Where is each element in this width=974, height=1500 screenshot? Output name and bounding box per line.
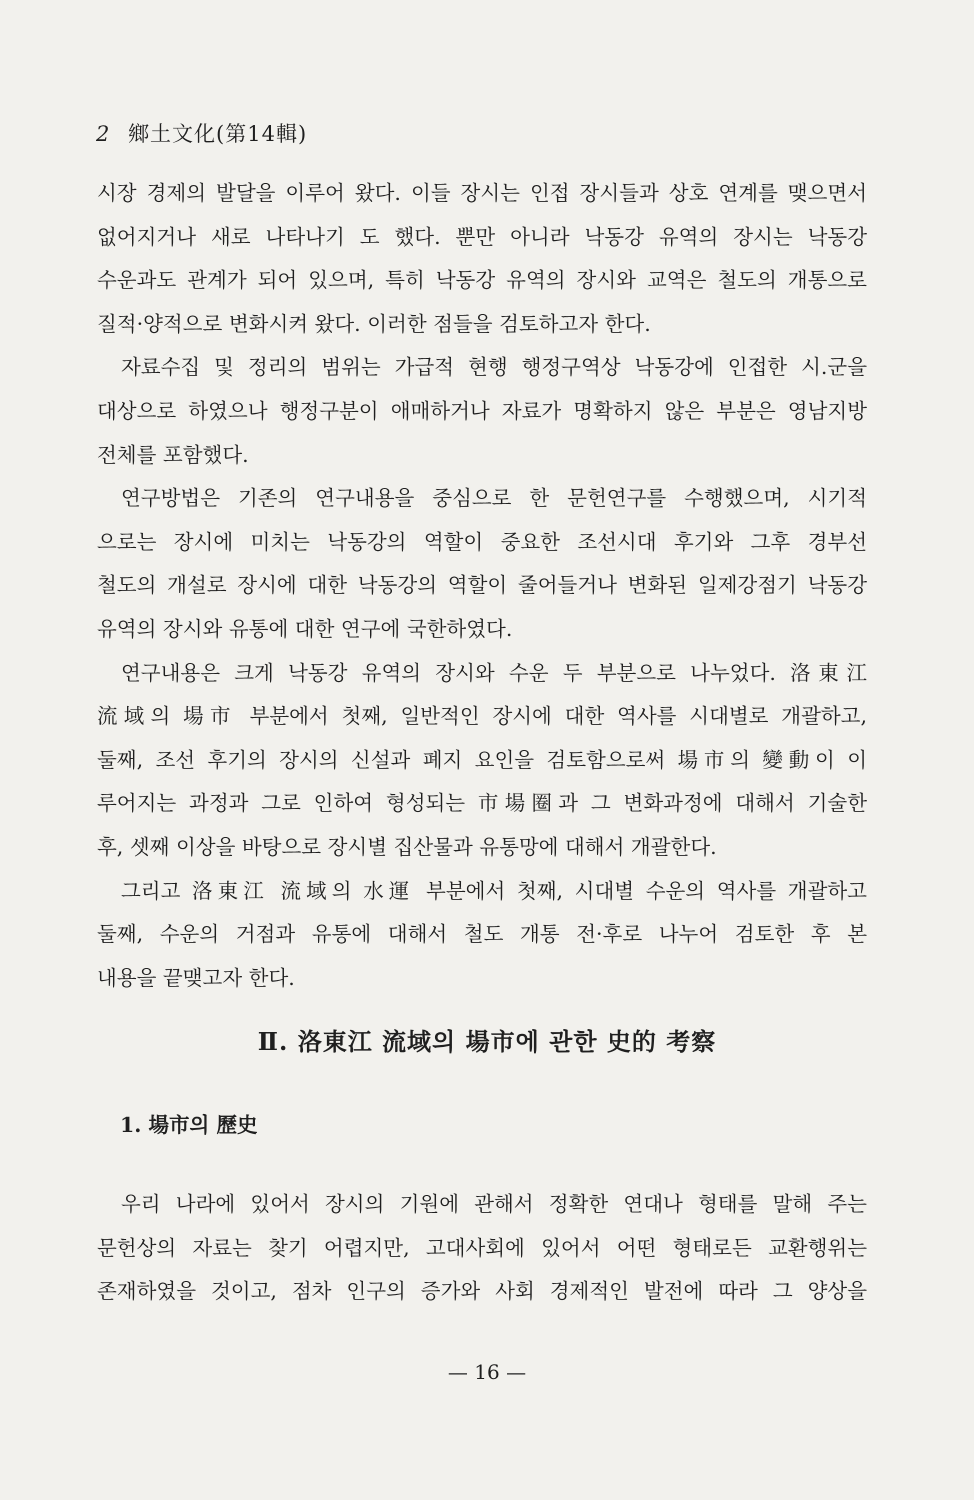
text-line: 문헌상의 자료는 찾기 어렵지만, 고대사회에 있어서 어떤 형태로든 교환행위는 xyxy=(97,1235,867,1260)
text-line: 연구내용은 크게 낙동강 유역의 장시와 수운 두 부분으로 나누었다. 洛東江 xyxy=(121,660,867,685)
text-line: 둘째, 조선 후기의 장시의 신설과 폐지 요인을 검토함으로써 場市의 變動이 이 xyxy=(97,747,867,772)
text-line: 전체를 포함했다. xyxy=(97,442,249,467)
running-header xyxy=(96,118,307,148)
paragraph xyxy=(97,870,867,1001)
text-line: 으로는 장시에 미치는 낙동강의 역할이 중요한 조선시대 후기와 그후 경부선 xyxy=(97,529,867,554)
page-number: — 16 — xyxy=(447,1360,527,1384)
paragraph xyxy=(97,346,867,477)
text-line: 시장 경제의 발달을 이루어 왔다. 이들 장시는 인접 장시들과 상호 연계를 맺으면서 xyxy=(97,181,867,205)
text-line: 철도의 개설로 장시에 대한 낙동강의 역할이 줄어들거나 변화된 일제강점기 낙동강 xyxy=(97,573,867,598)
body-text-history xyxy=(97,1183,867,1314)
text-line: 대상으로 하였으나 행정구분이 애매하거나 자료가 명확하지 않은 부분은 영남지방 xyxy=(97,398,867,423)
text-line: 없어지거나 새로 나타나기 도 했다. 뿐만 아니라 낙동강 유역의 장시는 낙동강 xyxy=(97,224,867,249)
text-line: 질적·양적으로 변화시켜 왔다. 이러한 점들을 검토하고자 한다. xyxy=(97,311,651,336)
text-line: 존재하였을 것이고, 점차 인구의 증가와 사회 경제적인 발전에 따라 그 양상을 xyxy=(97,1279,867,1304)
text-line: 자료수집 및 정리의 범위는 가급적 현행 행정구역상 낙동강에 인접한 시.군을 xyxy=(121,355,867,380)
paragraph xyxy=(97,172,867,346)
text-line: 후, 셋째 이상을 바탕으로 장시별 집산물과 유통망에 대해서 개괄한다. xyxy=(97,834,717,859)
text-line: 루어지는 과정과 그로 인하여 형성되는 市場圈과 그 변화과정에 대해서 기술한 xyxy=(97,791,867,816)
text-line: 우리 나라에 있어서 장시의 기원에 관해서 정확한 연대나 형태를 말해 주는 xyxy=(121,1192,867,1216)
text-line: 유역의 장시와 유통에 대한 연구에 국한하였다. xyxy=(97,616,513,641)
text-line: 그리고 洛東江 流域의 水運 부분에서 첫째, 시대별 수운의 역사를 개괄하고 xyxy=(121,878,867,903)
journal-title: 鄉土文化(第14輯) xyxy=(128,122,308,146)
text-line: 내용을 끝맺고자 한다. xyxy=(97,965,295,990)
subsection-title: 1. 場市의 歷史 xyxy=(120,1113,258,1137)
header-page-number: 2 xyxy=(96,122,111,146)
paragraph xyxy=(97,652,867,870)
text-line: 수운과도 관계가 되어 있으며, 특히 낙동강 유역의 장시와 교역은 철도의 개통으로 xyxy=(97,268,867,293)
paragraph xyxy=(97,1183,867,1314)
section-title: Ⅱ. 洛東江 流域의 場市에 관한 史的 考察 xyxy=(257,1027,717,1056)
body-text-intro xyxy=(97,172,867,1000)
text-line: 연구방법은 기존의 연구내용을 중심으로 한 문헌연구를 수행했으며, 시기적 xyxy=(121,486,867,511)
paragraph xyxy=(97,477,867,651)
text-line: 流域의 場市 부분에서 첫째, 일반적인 장시에 대한 역사를 시대별로 개괄하고, xyxy=(97,704,867,729)
text-line: 둘째, 수운의 거점과 유통에 대해서 철도 개통 전·후로 나누어 검토한 후 본 xyxy=(97,922,867,947)
